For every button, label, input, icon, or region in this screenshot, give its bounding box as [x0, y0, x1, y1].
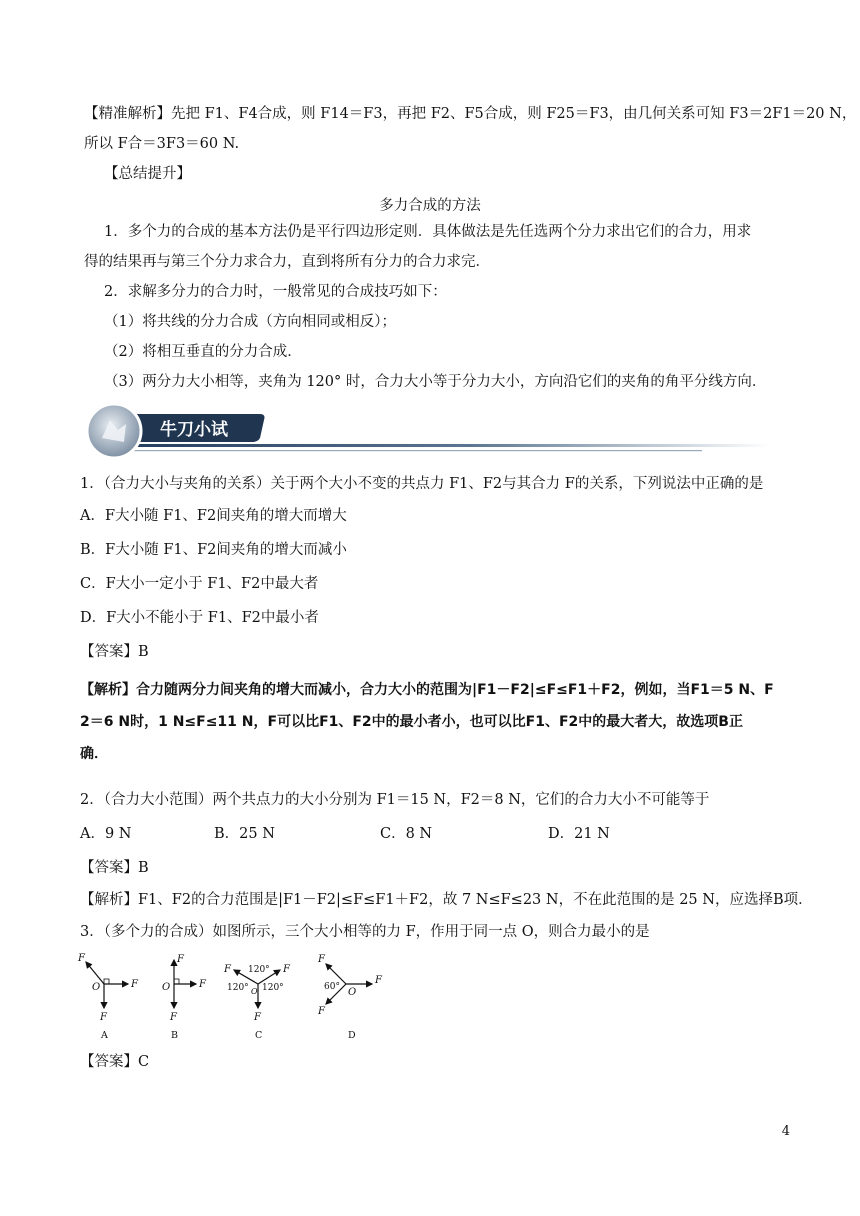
- q2-options: [0, 822, 860, 842]
- svg-text:F: F: [283, 964, 290, 975]
- summary-item2: （2）将相互垂直的分力合成．: [104, 344, 302, 360]
- q1-option-b: B．F大小随 F1、F2间夹角的增大而减小: [80, 542, 347, 558]
- svg-text:F: F: [131, 979, 138, 990]
- q1-explanation-line3: 确．: [80, 746, 108, 762]
- summary-p1b: 得的结果再与第三个分力求合力，直到将所有分力的合力求完．: [84, 254, 490, 270]
- svg-text:120°: 120°: [248, 965, 270, 975]
- svg-text:F: F: [177, 954, 184, 965]
- svg-text:O: O: [348, 987, 357, 998]
- analysis-intro-line1: 【精准解析】先把 F1、F4合成，则 F14＝F3，再把 F2、F5合成，则 F25＝F3，由几何关系可知 F3＝2F1＝20 N，: [84, 106, 857, 122]
- svg-text:O: O: [251, 987, 258, 996]
- svg-text:O: O: [92, 982, 101, 993]
- svg-text:120°: 120°: [262, 983, 284, 993]
- q3-figure: [68, 950, 408, 1040]
- diagram-b: [174, 960, 196, 1008]
- svg-text:F: F: [224, 964, 231, 975]
- summary-item3: （3）两分力大小相等，夹角为 120° 时，合力大小等于分力大小，方向沿它们的夹角的角平分线方向．: [104, 374, 767, 390]
- banner-graphic: [80, 400, 770, 462]
- svg-text:F: F: [375, 975, 382, 986]
- summary-p1a: 1．多个力的合成的基本方法仍是平行四边形定则．具体做法是先任选两个分力求出它们的合力，用求: [104, 224, 752, 240]
- svg-text:60°: 60°: [324, 982, 340, 992]
- svg-text:F: F: [318, 1006, 325, 1017]
- analysis-intro-line2: 所以 F合＝3F3＝60 N.: [84, 136, 240, 152]
- q2-answer: 【答案】B: [80, 860, 149, 876]
- diagram-b-caption: B: [171, 1030, 178, 1040]
- q3-answer: 【答案】C: [80, 1054, 150, 1070]
- svg-text:F: F: [254, 1012, 261, 1023]
- q2-option-d: D．21 N: [548, 826, 610, 842]
- page-number: 4: [781, 1124, 790, 1139]
- svg-text:120°: 120°: [227, 983, 249, 993]
- q3-stem: 3．（多个力的合成）如图所示，三个大小相等的力 F，作用于同一点 O，则合力最小的是: [80, 924, 650, 940]
- q1-option-c: C．F大小一定小于 F1、F2中最大者: [80, 576, 319, 592]
- q1-answer: 【答案】B: [80, 644, 149, 660]
- q1-stem: 1．（合力大小与夹角的关系）关于两个大小不变的共点力 F1、F2与其合力 F的关系，下列说法中正确的是: [80, 476, 764, 492]
- q1-option-d: D．F大小不能小于 F1、F2中最小者: [80, 610, 319, 626]
- summary-item1: （1）将共线的分力合成（方向相同或相反）；: [104, 314, 396, 330]
- q2-option-b: B．25 N: [214, 826, 275, 842]
- diagram-a-caption: A: [101, 1030, 108, 1040]
- svg-text:F: F: [78, 953, 85, 964]
- svg-text:F: F: [318, 954, 325, 965]
- summary-heading: 【总结提升】: [104, 166, 191, 182]
- svg-text:F: F: [100, 1012, 107, 1023]
- q2-explanation: 【解析】F1、F2的合力范围是|F1－F2|≤F≤F1＋F2，故 7 N≤F≤23 N，不在此范围的是 25 N，应选择B项．: [80, 892, 813, 908]
- svg-text:F: F: [170, 1012, 177, 1023]
- banner-label: 牛刀小试: [160, 420, 228, 440]
- q1-option-a: A．F大小随 F1、F2间夹角的增大而增大: [80, 508, 347, 524]
- q1-explanation-line1: 【解析】合力随两分力间夹角的增大而减小，合力大小的范围为|F1－F2|≤F≤F1＋F2，例如，当F1＝5 N、F: [80, 682, 774, 698]
- q2-option-a: A．9 N: [80, 826, 132, 842]
- q2-option-c: C．8 N: [380, 826, 433, 842]
- summary-p2: 2．求解多分力的合力时，一般常见的合成技巧如下：: [104, 284, 447, 300]
- q2-stem: 2．（合力大小范围）两个共点力的大小分别为 F1＝15 N，F2＝8 N，它们的合力大小不可能等于: [80, 792, 710, 808]
- q1-explanation-line2: 2＝6 N时，1 N≤F≤11 N，F可以比F1、F2中的最小者小，也可以比F1、F2中的最大者大，故选项B正: [80, 714, 743, 730]
- svg-text:F: F: [199, 979, 206, 990]
- diagram-c-caption: C: [255, 1030, 263, 1040]
- diagram-d-caption: D: [348, 1030, 356, 1040]
- summary-title: 多力合成的方法: [379, 198, 481, 214]
- svg-text:O: O: [162, 982, 171, 993]
- section-banner: [80, 400, 770, 462]
